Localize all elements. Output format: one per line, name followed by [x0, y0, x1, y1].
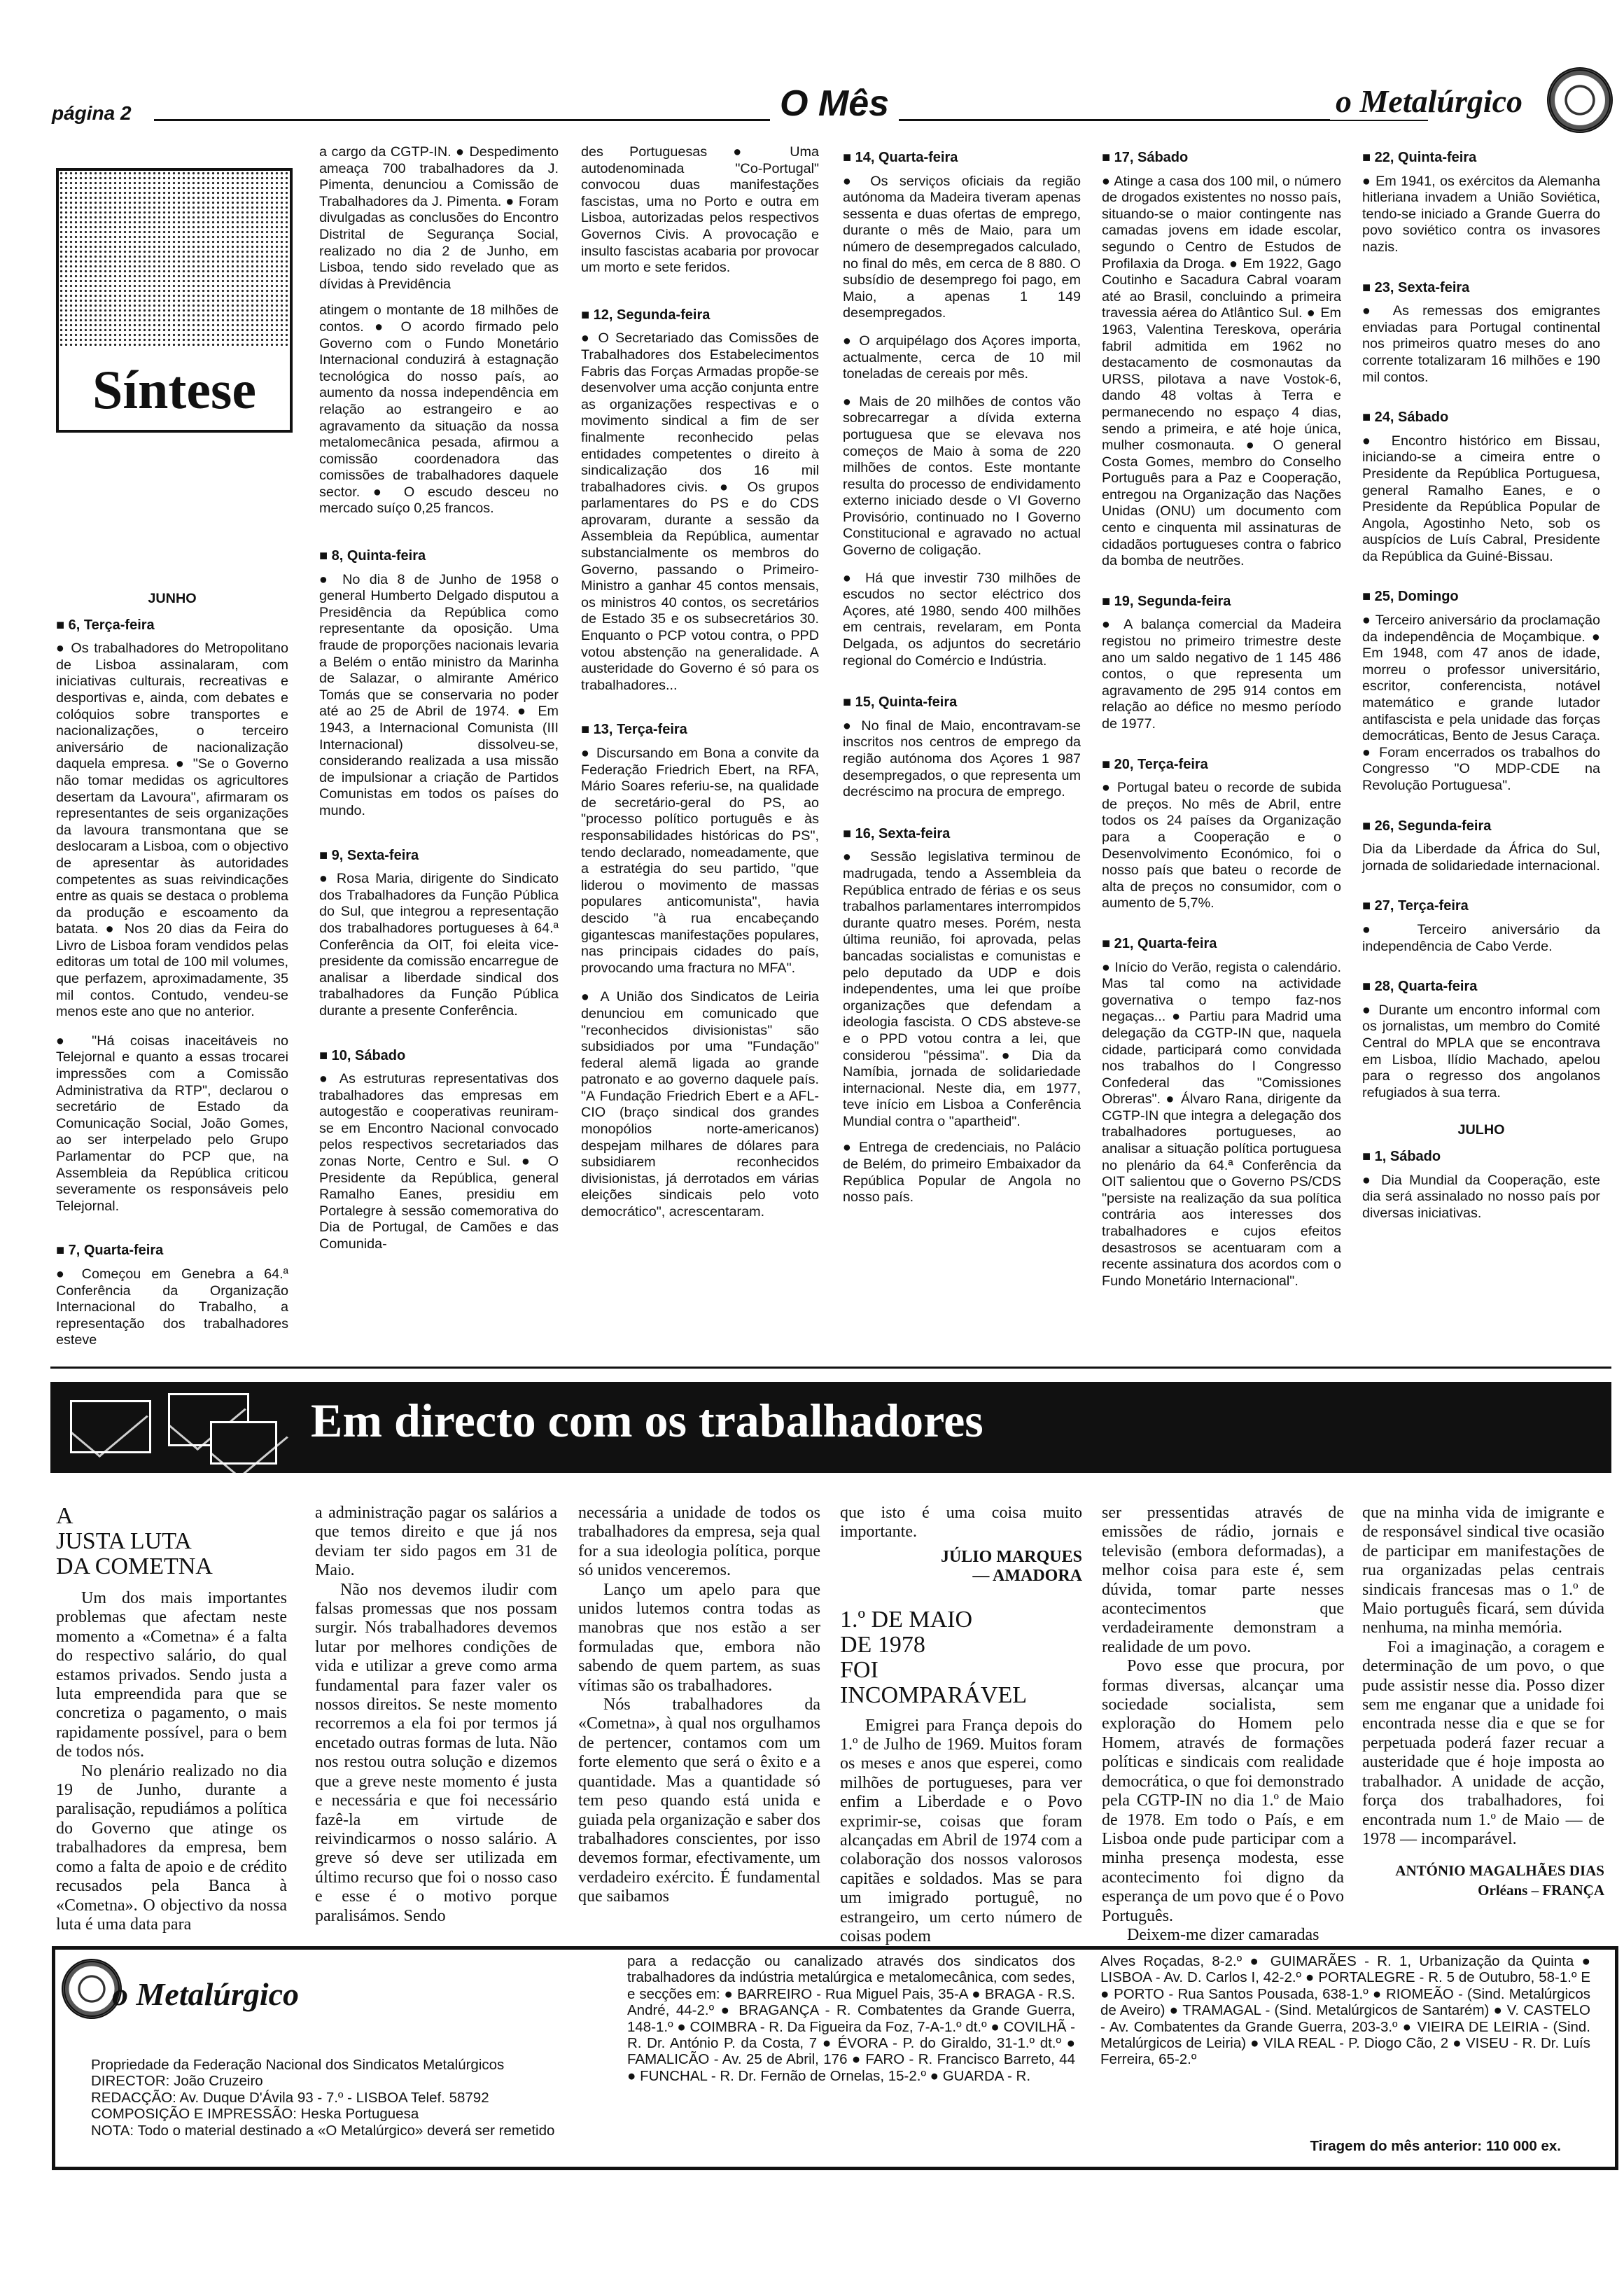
circulation-note: Tiragem do mês anterior: 110 000 ex. [1310, 2138, 1561, 2154]
news-item: des Portuguesas ● Uma autodenominada "Co-Portugal" convocou duas manifestações fascistas, uma no Porto e outra em Lisboa, autorizadas pelos respectivos Governos Civis. A provocação e insulto fascistas acabaria por provocar um morto e sete feridos. [581, 144, 819, 276]
letter-paragraph: Foi a imaginação, a coragem e determinação de um povo, o que pude assistir nesse dia. Posso dizer sem me enganar que a unidade foi encontrada nesse dia e que se for perpetuada poderá fazer recuar a austeridade que é hoje imposta ao trabalhador. A unidade de acção, força dos trabalhadores, foi encontrada num 1.º de Maio — de 1978 — incomparável. [1362, 1637, 1604, 1848]
letter-headline: DE 1978 [840, 1631, 925, 1658]
news-item: ● Atinge a casa dos 100 mil, o número de drogados existentes no nosso país, situando-se o maior contingente nas camadas jovens em idade escolar, segundo o Centro de Estudos de Profilaxia da Droga. ● Em 1922, Gago Coutinho e Sacadura Cabral voaram até ao Brasil, concluindo a primeira travessia aérea do Atlântico Sul. ● Em 1963, Valentina Tereskova, operária fabril admitida em 1962 no destacamento de cosmonautas da URSS, pilotava a nave Vostok-6, dando 48 voltas à Terra e permanecendo no espaço 4 dias, sendo a primeira, e até hoje única, mulher cosmonauta. ● O general Costa Gomes, membro do Conselho Português para a Paz e Cooperação, entregou na Organização das Nações Unidas (ONU) um documento com cento e cinquenta mil assinaturas de cidadãos portugueses contra o fabrico da bomba de neutrões. [1102, 173, 1341, 569]
day-heading: ■ 6, Terça-feira [56, 617, 288, 634]
news-item: ● No final de Maio, encontravam-se inscritos nos centros de emprego da região autónoma dos Açores 1 987 desempregados, o que representa um decréscimo na procura de emprego. [843, 718, 1081, 800]
news-column-6 [1362, 150, 1600, 1226]
day-heading: ■ 1, Sábado [1362, 1149, 1600, 1166]
day-heading: ■ 7, Quarta-feira [56, 1243, 288, 1259]
day-heading: ■ 21, Quarta-feira [1102, 936, 1341, 953]
letter-column-2 [315, 1504, 557, 1926]
news-item: ● No dia 8 de Junho de 1958 o general Humberto Delgado disputou a Presidência da República como representante da oposição. Uma fraude de proporções nacionais levaria a Belém o então ministro da Marinha de Salazar, o almirante Américo Tomás que se conservaria no poder até ao 25 de Abril de 1974. ● Em 1943, a Internacional Comunista (III Internacional) dissolveu-se, considerando realizada a usa missão de impulsionar a criação de Partidos Comunistas em todos os países do mundo. [319, 571, 559, 818]
news-column-2 [319, 144, 559, 1257]
month-heading: JULHO [1457, 1122, 1505, 1138]
masthead-logo: o Metalúrgico [1330, 83, 1528, 120]
sintese-label: Síntese [92, 359, 256, 420]
news-item: ● Encontro histórico em Bissau, iniciando-se a cimeira entre o Presidente da República Portuguesa, general Ramalho Eanes, e o Presidente da República Popular de Angola, Agostinho Neto, sob os auspícios de Luís Cabral, Presidente da República da Guiné-Bissau. [1362, 433, 1600, 564]
news-item: ● Há que investir 730 milhões de escudos no sector eléctrico dos Açores, até 1980, sendo 400 milhões em centrais, revelaram, em Ponta Delgada, os adjuntos do secretário regional do Comércio e Indústria. [843, 570, 1081, 669]
letter-paragraph: ser pressentidas através de emissões de rádio, jornais e televisão (embora deformadas), a melhor coisa para este é, sem dúvida, tomar parte nesses acontecimentos que verdadeiramente demonstram a realidade de um povo. [1102, 1504, 1344, 1656]
day-heading: ■ 26, Segunda-feira [1362, 818, 1600, 835]
letter-headline: JUSTA LUTA [56, 1528, 192, 1554]
day-heading: ■ 17, Sábado [1102, 150, 1341, 167]
news-item: ● A União dos Sindicatos de Leiria denunciou em comunicado que "reconhecidos divisionistas" são subsidiados por uma "Fundação" federal alemã ligada ao grande patronato e ao governo daquele país. "A Fundação Friedrich Ebert e a AFL-CIO (braço sindical dos grandes monopólios norte-americanos) despejam milhares de dólares para subsidiarem reconhecidos divisionistas, já derrotados em várias eleições sindicais pelo voto democrático", acrescentaram. [581, 989, 819, 1220]
letter-paragraph: Um dos mais importantes problemas que afectam neste momento a «Cometna» é a falta do respectivo salário, do qual estamos privados. Sendo justa a luta empreendida para que se concretiza o pagamento, o mais rapidamente possível, para o bem de todos nós. [56, 1589, 287, 1761]
letter-paragraph: Não nos devemos iludir com falsas promessas que nos possam surgir. Nós trabalhadores devemos lutar por melhores condições de vida e utilizar a greve como arma fundamental para fazer valer os nossos direitos. Se neste momento recorremos a ela foi por termos já encetado outras formas de luta. Não nos restou outra solução e dizemos que a greve neste momento é justa e necessária e que foi necessário fazê-la em virtude de reivindicarmos o nosso salário. A greve só deve ser utilizada em último recurso que foi o nosso caso e esse é o motivo porque paralisámos. Sendo [315, 1580, 557, 1925]
letter-paragraph: Nós trabalhadores da «Cometna», à qual nos orgulhamos de pertencer, contamos com um forte elemento que será o êxito e a quantidade. Mas a quantidade só tem peso quando está unida e guiada pela organização e saber dos trabalhadores conscientes, por isso devemos formar, efectivamente, um verdadeiro exército. É fundamental que saibamos [578, 1696, 820, 1906]
news-item: a cargo da CGTP-IN. ● Despedimento ameaça 700 trabalhadores da J. Pimenta, denunciou a Comissão de Trabalhadores da J. Pimenta. ● Foram divulgadas as conclusões do Encontro Distrital de Segurança Social, realizado no dia 2 de Junho, em Lisboa, tendo sido revelado que as dívidas à Previdência [319, 144, 559, 292]
footer-logo: o Metalúrgico [112, 1976, 300, 2012]
news-item: ● Durante um encontro informal com os jornalistas, um membro do Comité Central do MPLA que se encontrava em Lisboa, Ilídio Machado, apelou para o regresso dos angolanos refugiados à sua terra. [1362, 1002, 1600, 1100]
banner-title: Em directo com os trabalhadores [311, 1394, 983, 1447]
letter-headline: FOI [840, 1656, 878, 1683]
footer-addresses-right: Alves Roçadas, 8-2.º ● GUIMARÃES - R. 1, Urbanização da Quinta ● LISBOA - Av. D. Carlos I, 42-2.º ● PORTALEGRE - R. 5 de Outubro, 58-1.º E ● PORTO - Rua Santos Pousada, 638-1.º ● RIOMEÃO - (Sind. Metalúrgicos de Aveiro) ● TRAMAGAL - (Sind. Metalúrgicos de Santarém) ● V. CASTELO - Av. Combatentes da Grande Guerra, 203-3.º ● VIEIRA DE LEIRIA - (Sind. Metalúrgicos de Leiria) ● VILA REAL - P. Diogo Cão, 2 ● VISEU - R. Dr. Luís Ferreira, 65-2.º [1100, 1953, 1590, 2068]
envelope-icon [210, 1421, 277, 1465]
envelope-icon [70, 1400, 151, 1453]
letter-paragraph: Povo esse que procura, por formas diversas, alcançar uma sociedade socialista, sem exploração do Homem pelo Homem, através de formações políticas e sindicais com realidade democrática, o que foi demonstrado pela CGTP-IN no dia 1.º de Maio de 1978. Em todo o País, e em Lisboa onde pude participar com a minha presença modesta, esse acontecimento foi digno da esperança de um povo que é o Povo Português. [1102, 1657, 1344, 1925]
letter-paragraph: No plenário realizado no dia 19 de Junho, durante a paralisação, repudiámos a política do Governo que atinge os trabalhadores da empresa, bem como a falta de apoio e de crédito recusados pela Banca à «Cometna». O objectivo da nossa luta é uma data para [56, 1761, 287, 1934]
news-item: ● Portugal bateu o recorde de subida de preços. No mês de Abril, entre todos os 24 países da Organização para a Cooperação e o Desenvolvimento Económico, foi o nosso país que bateu o recorde de alta de preços no consumidor, com o aumento de 5,7%. [1102, 780, 1341, 911]
sintese-box [56, 168, 293, 433]
letter-paragraph: a administração pagar os salários a que temos direito e que já nos deviam ter sido pagos em 31 de Maio. [315, 1504, 557, 1580]
letter-column-5 [1102, 1504, 1344, 1945]
letter-column-1 [56, 1504, 287, 1934]
letter-column-6 [1362, 1504, 1604, 1900]
news-item: ● O Secretariado das Comissões de Trabalhadores dos Estabelecimentos Fabris das Forças Armadas propõe-se desenvolver uma acção conjunta entre as organizações respectivas e o movimento sindical a fim de ser finalmente reconhecido pelas entidades competentes o direito à sindicalização dos 16 mil trabalhadores civis. ● Os grupos parlamentares do PS e do CDS aprovaram, durante a sessão da Assembleia da República, aumentar substancialmente os membros do Governo, passando o Primeiro-Ministro a ganhar 45 contos mensais, os ministros 40 contos, os secretários de Estado 35 e os subsecretários 30. Enquanto o PCP votou contra, o PPD votou abstenção na generalidade. A austeridade do Governo é só para os trabalhadores... [581, 330, 819, 693]
letter-headline: INCOMPARÁVEL [840, 1682, 1028, 1708]
letter-signature-place: — AMADORA [972, 1567, 1082, 1586]
union-seal-icon [1547, 67, 1613, 133]
footer-addresses-mid: para a redacção ou canalizado através dos sindicatos dos trabalhadores da indústria metalúrgica e metalomecânica, com sedes, e secções em: ● BARREIRO - Rua Miguel Pais, 35-A ● BRAGA - R.S. André, 44-2.º ● BRAGANÇA - R. Combatentes da Grande Guerra, 148-1.º ● COIMBRA - R. Da Figueira da Foz, 7-A-1.º dt.º ● COVILHÃ - R. Dr. António P. da Costa, 7 ● ÉVORA - P. do Giraldo, 31-1.º dt.º ● FAMALICÃO - Av. 25 de Abril, 176 ● FARO - R. Francisco Barreto, 44 ● FUNCHAL - R. Dr. Fernão de Ornelas, 15-2.º ● GUARDA - R. [627, 1953, 1075, 2084]
news-item: ● Sessão legislativa terminou de madrugada, tendo a Assembleia da República entrado de férias e os seus trabalhos parlamentares interrompidos durante quatro meses. Porém, nesta última reunião, foi aprovada, pelas bancadas socialistas e comunistas e pelo deputado da UDP e dois independentes, uma lei que proíbe organizações que defendam a ideologia fascista. O CDS absteve-se e o PPD votou contra a lei, que considerou "péssima". ● Dia da Namíbia, jornada de solidariedade internacional. Neste dia, em 1977, teve início em Lisboa a Conferência Mundial contra o "apartheid". [843, 849, 1081, 1129]
letter-column-3 [578, 1504, 820, 1907]
news-item: ● Rosa Maria, dirigente do Sindicato dos Trabalhadores da Função Pública do Sul, que integrou a representação dos trabalhadores portugueses à 64.ª Conferência da OIT, foi eleita vice-presidente da comissão encarregue de analisar a liberdade sindical dos trabalhadores da Função Pública durante a presente Conferência. [319, 871, 559, 1019]
news-item: ● As remessas dos emigrantes enviadas para Portugal continental nos primeiros quatro meses do ano corrente totalizaram 16 milhões e 190 mil contos. [1362, 303, 1600, 385]
news-item: ● Início do Verão, regista o calendário. Mas tal como na actividade governativa o tempo faz-nos negaças... ● Partiu para Madrid uma delegação da CGTP-IN que, naquela cidade, participará como convidada nos trabalhos do I Congresso Confederal das "Comissiones Obreras". ● Álvaro Rana, dirigente da CGTP-IN que integra a delegação dos trabalhadores portugueses, ao analisar a situação política portuguesa no plenário da 64.ª Conferência da OIT salientou que o Governo PS/CDS "persiste na realização da sua política contrária aos interesses dos trabalhadores e cujos efeitos desastrosos se acentuaram com a recente assinatura dos acordos com o Fundo Monetário Internacional". [1102, 959, 1341, 1289]
letter-signature: ANTÓNIO MAGALHÃES DIAS [1395, 1862, 1604, 1880]
day-heading: ■ 24, Sábado [1362, 410, 1600, 426]
day-heading: ■ 13, Terça-feira [581, 722, 819, 739]
imprint-director: DIRECTOR: João Cruzeiro [91, 2073, 263, 2090]
news-item: atingem o montante de 18 milhões de contos. ● O acordo firmado pelo Governo com o Fundo Monetário Internacional conduzirá à estagnação tecnológica do nosso país, ao aumento da nossa independência em relação ao estrangeiro e ao agravamento da situação da nossa metalomecânica pesada, afirmou a comissão coordenadora das comissões de trabalhadores daquele sector. ● O escudo desceu no mercado suíço 0,25 francos. [319, 302, 559, 517]
letter-paragraph: necessária a unidade de todos os trabalhadores da empresa, seja qual for a sua ideologia política, porque só unidos venceremos. [578, 1504, 820, 1580]
news-column-5 [1102, 150, 1341, 1294]
news-item: ● As estruturas representativas dos trabalhadores das empresas em autogestão e cooperativas reuniram-se em Encontro Nacional convocado pelos respectivos secretariados das zonas Norte, Centro e Sul. ● O Presidente da República, general Ramalho Eanes, presidiu em Portalegre à sessão comemorativa do Dia de Portugal, de Camões e das Comunida- [319, 1071, 559, 1252]
day-heading: ■ 14, Quarta-feira [843, 150, 1081, 167]
section-title: O Mês [770, 83, 899, 125]
news-column-1 [56, 574, 288, 1353]
day-heading: ■ 15, Quinta-feira [843, 694, 1081, 711]
footer-imprint [91, 2057, 595, 2139]
letter-paragraph: Lanço um apelo para que unidos lutemos contra todas as manobras que nos estão a ser formuladas que, embora não sabendo de quem partem, as suas vítimas são os trabalhadores. [578, 1580, 820, 1695]
section-divider [50, 1367, 1611, 1369]
news-item: ● Terceiro aniversário da independência de Cabo Verde. [1362, 921, 1600, 954]
letter-signature: JÚLIO MARQUES [940, 1547, 1082, 1566]
news-item: Dia da Liberdade da África do Sul, jornada de solidariedade internacional. [1362, 841, 1600, 874]
day-heading: ■ 27, Terça-feira [1362, 898, 1600, 915]
imprint-address: REDACÇÃO: Av. Duque D'Ávila 93 - 7.º - LISBOA Telef. 58792 [91, 2089, 489, 2106]
day-heading: ■ 8, Quinta-feira [319, 548, 559, 565]
news-item: ● Entrega de credenciais, no Palácio de Belém, do primeiro Embaixador da República Popular de Angola no nosso país. [843, 1140, 1081, 1206]
news-item: ● "Há coisas inaceitáveis no Telejornal e quanto a essas trocarei impressões com a Comissão Administrativa da RTP", declarou o secretário de Estado da Comunicação Social, João Gomes, ao ser interpelado pelo Grupo Parlamentar do PCP que, na Assembleia da República criticou severamente os responsáveis pelo Telejornal. [56, 1033, 288, 1214]
month-heading: JUNHO [148, 591, 197, 606]
letter-signature-place: Orléans – FRANÇA [1478, 1881, 1604, 1899]
day-heading: ■ 10, Sábado [319, 1048, 559, 1065]
letter-paragraph: que na minha vida de imigrante e de responsável sindical tive ocasião de participar em manifestações de rua organizadas pelas centrais sindicais francesas mas o 1.º de Maio português ficará, sem dúvida nenhuma, na minha memória. [1362, 1504, 1604, 1637]
letter-column-4 [840, 1504, 1082, 1947]
letter-paragraph: Deixem-me dizer camaradas [1127, 1925, 1320, 1944]
day-heading: ■ 28, Quarta-feira [1362, 979, 1600, 995]
news-column-4 [843, 150, 1081, 1210]
news-item: ● Dia Mundial da Cooperação, este dia será assinalado no nosso país por diversas iniciativas. [1362, 1172, 1600, 1221]
news-item: ● Discursando em Bona a convite da Federação Friedrich Ebert, na RFA, Mário Soares referiu-se, na qualidade de secretário-geral do PS, ao "processo político português e às responsabilidades históricas do PS", tendo declarado, nomeadamente, que a estratégia do seu partido, "que liderou o movimento de massas populares anticomunista", havia descido "à rua encabeçando gigantescas manifestações populares, nas principais cidades do país, provocando uma fractura no MFA". [581, 746, 819, 976]
day-heading: ■ 20, Terça-feira [1102, 757, 1341, 774]
page-number: página 2 [52, 102, 132, 124]
letter-paragraph: que isto é uma coisa muito importante. [840, 1504, 1082, 1542]
news-column-3 [581, 144, 819, 1225]
day-heading: ■ 23, Sexta-feira [1362, 280, 1600, 297]
letter-headline: 1.º DE MAIO [840, 1606, 973, 1633]
day-heading: ■ 12, Segunda-feira [581, 307, 819, 324]
news-item: ● Terceiro aniversário da proclamação da independência de Moçambique. ● Em 1948, com 47 anos de idade, morreu o professor universitário, escritor, conferencista, notável matemático e grande lutador antifascista e pela unidade das forças democráticas, Bento de Jesus Caraça. ● Foram encerrados os trabalhos do Congresso "O MDP-CDE na Revolução Portuguesa". [1362, 613, 1600, 793]
day-heading: ■ 9, Sexta-feira [319, 848, 559, 865]
news-item: ● Mais de 20 milhões de contos vão sobrecarregar a dívida externa portuguesa que se elevava nos começos de Maio à soma de 220 milhões de contos. Este montante resulta do processo de endividamento externo iniciado desde o VI Governo Provisório, continuado no I Governo Constitucional e agravado no actual Governo de coligação. [843, 393, 1081, 559]
news-item: ● Começou em Genebra a 64.ª Conferência da Organização Internacional do Trabalho, a representação dos trabalhadores esteve [56, 1266, 288, 1348]
day-heading: ■ 19, Segunda-feira [1102, 594, 1341, 610]
news-item: ● A balança comercial da Madeira registou no primeiro trimestre deste ano um saldo negativo de 1 145 486 contos, o que representa um agravamento de 295 914 contos em relação ao défice no mesmo período de 1977. [1102, 617, 1341, 732]
day-heading: ■ 25, Domingo [1362, 589, 1600, 606]
news-item: ● O arquipélago dos Açores importa, actualmente, cerca de 10 mil toneladas de cereais por mês. [843, 333, 1081, 382]
news-item: ● Os serviços oficiais da região autónoma da Madeira tiveram apenas sessenta e duas ofertas de emprego, durante o mês de Maio, para um número de desempregados calculado, no final do mês, em cerca de 8 880. O subsídio de desemprego foi pago, em Maio, a apenas 1 149 desempregados. [843, 173, 1081, 321]
news-item: ● Os trabalhadores do Metropolitano de Lisboa assinalaram, com iniciativas culturais, recreativas e desportivas e, ainda, com debates e colóquios sobre transportes e nacionalizações, o terceiro aniversário de nacionalização daquela empresa. ● "Se o Governo não tomar medidas os agricultores desertam da Lavoura", afirmaram os representantes de seis organizações da lavoura transmontana que se deslocaram a Lisboa, com o objectivo de apresentar às autoridades competentes as suas reivindicações entre as quais se destaca o problema da produção e escoamento da batata. ● Nos 20 dias da Feira do Livro de Lisboa foram vendidos pelas editoras um total de 100 mil volumes, que perfazem, aproximadamente, 35 mil contos. Contudo, vendeu-se menos este ano que no anterior. [56, 641, 288, 1020]
news-item: ● Em 1941, os exércitos da Alemanha hitleriana invadem a União Soviética, tendo-se iniciado a Grande Guerra do povo soviético contra os invasores nazis. [1362, 173, 1600, 255]
letter-paragraph: Emigrei para França depois do 1.º de Julho de 1969. Muitos foram os meses e anos que esperei, como milhões de portugueses, para ver enfim a Liberdade e o Povo exprimir-se, coisas que foram alcançadas em Abril de 1974 com a colaboração dos nossos valorosos capitães e soldados. Mas se para um imigrado portuguê, no estrangeiro, um certo número de coisas podem [840, 1716, 1082, 1946]
imprint-printer: COMPOSIÇÃO E IMPRESSÃO: Heska Portuguesa [91, 2106, 419, 2123]
letter-headline: A [56, 1503, 74, 1529]
imprint-owner: Propriedade da Federação Nacional dos Sindicatos Metalúrgicos [91, 2057, 505, 2073]
letter-headline: DA COMETNA [56, 1553, 213, 1579]
halftone-circle-icon [59, 171, 290, 346]
imprint-note: NOTA: Todo o material destinado a «O Metalúrgico» deverá ser remetido [91, 2122, 555, 2139]
day-heading: ■ 16, Sexta-feira [843, 826, 1081, 843]
day-heading: ■ 22, Quinta-feira [1362, 150, 1600, 167]
